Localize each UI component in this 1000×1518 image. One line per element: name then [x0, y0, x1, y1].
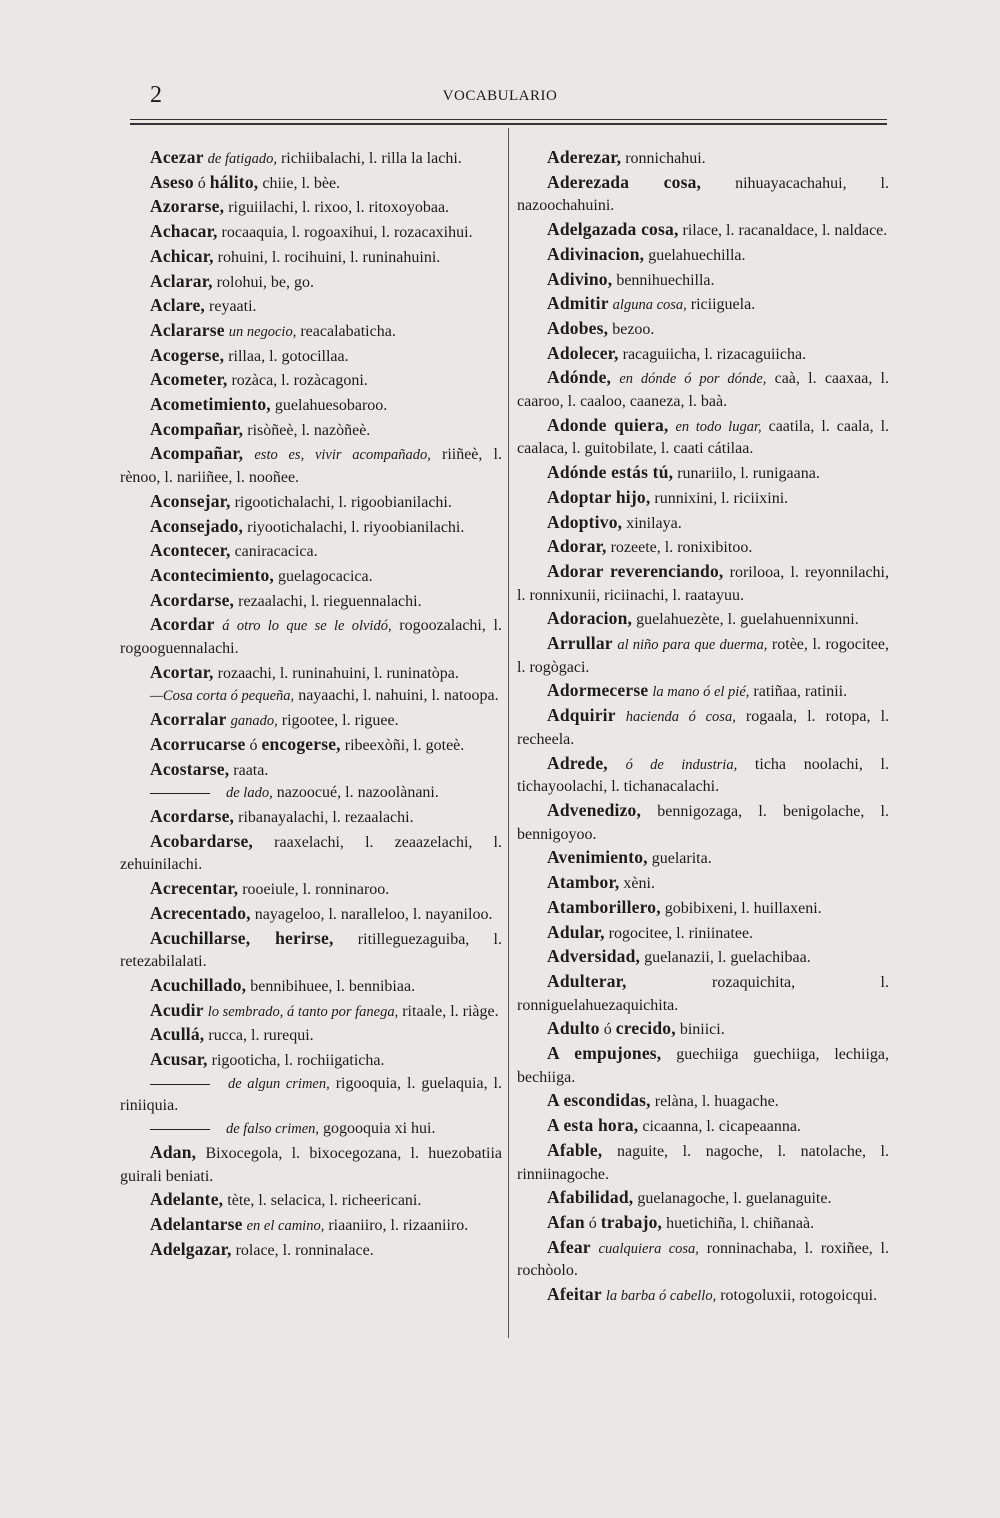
headword: Advenedizo, [547, 799, 642, 820]
translation: gogooquia xi hui. [319, 1120, 436, 1138]
headword: Acometimiento, [150, 394, 271, 415]
headword: crecido, [615, 1018, 676, 1039]
headword: Acompañar, [150, 443, 244, 464]
headword: Acorrucarse [150, 733, 246, 754]
headword: Acordar [150, 614, 215, 635]
dictionary-entry [120, 1141, 502, 1188]
dictionary-entry [517, 679, 889, 704]
translation: caatila, l. caala, l. caalaca, l. guitobilate, l. caati cátilaa. [517, 417, 890, 458]
translation: riiñeè, l. rènoo, l. nariiñee, l. nooñee. [120, 446, 502, 487]
translation: rooeiule, l. ronninaroo. [238, 881, 390, 899]
translation: rillaa, l. gotocillaa. [224, 347, 349, 365]
headword: A escondidas, [547, 1090, 651, 1111]
dictionary-entry [517, 1139, 889, 1186]
dictionary-entry [517, 171, 889, 218]
translation: rozàca, l. rozàcagoni. [227, 372, 368, 390]
translation: reyaati. [205, 298, 257, 316]
headword: Adónde, [547, 367, 612, 388]
translation: runariilo, l. runigaana. [673, 465, 820, 483]
translation: nihuayacachahui, l. nazoochahuini. [517, 174, 889, 215]
translation: ribeexòñi, l. goteè. [340, 736, 465, 754]
translation: cicaanna, l. cicapeaanna. [638, 1118, 801, 1136]
usage-note: en el camino, [246, 1217, 325, 1234]
headword: Acullá, [150, 1024, 205, 1045]
headword: Acontecimiento, [150, 564, 275, 585]
translation: guelahuechilla. [644, 246, 746, 264]
headword: Aconsejar, [150, 490, 231, 511]
translation: rorilooa, l. reyonnilachi, l. ronnixunii, riciinachi, l. raatayuu. [517, 563, 890, 604]
translation: riaaniiro, l. rizaaniiro. [324, 1216, 469, 1234]
dictionary-entry [120, 1213, 502, 1238]
translation: risòñeè, l. nazòñeè. [243, 421, 371, 439]
headword: Atamborillero, [547, 896, 661, 917]
dictionary-entry [120, 1073, 502, 1118]
headword: Acontecer, [150, 540, 231, 561]
usage-note: lo sembrado, á tanto por fanega, [207, 1003, 399, 1020]
dictionary-entry [517, 535, 889, 560]
translation: rogocitee, l. riniinatee. [604, 924, 754, 942]
dictionary-entry [517, 1283, 889, 1308]
dictionary-entry [120, 490, 502, 515]
headword: hálito, [209, 171, 259, 192]
headword: Achacar, [150, 221, 218, 242]
right-column [517, 146, 889, 1308]
headword: Adulto [547, 1018, 600, 1039]
translation: riguiilachi, l. rixoo, l. ritoxoyobaa. [224, 199, 450, 217]
dictionary-entry [120, 442, 502, 489]
headword: Acrecentado, [150, 902, 251, 923]
dictionary-entry [517, 799, 889, 846]
dictionary-entry [120, 294, 502, 319]
headword: Adquirir [547, 705, 616, 726]
dictionary-entry [517, 921, 889, 946]
usage-note: —Cosa corta ó pequeña, [150, 688, 295, 705]
dictionary-entry [120, 393, 502, 418]
headword: Adelante, [150, 1189, 224, 1210]
translation: guelanagoche, l. guelanaguite. [633, 1190, 832, 1208]
translation: rotogoluxii, rotogoicqui. [716, 1287, 878, 1305]
headword: Adolecer, [547, 342, 619, 363]
translation: guechiiga guechiiga, lechiiga, bechiiga. [517, 1046, 889, 1086]
usage-note: ó de industria, [625, 756, 738, 773]
headword: encogerse, [261, 733, 341, 754]
dictionary-entry [120, 685, 502, 708]
headword: Afabilidad, [547, 1187, 634, 1208]
translation: Bixocegola, l. bixocegozana, l. huezobatiia guirali beniati. [120, 1144, 502, 1185]
dictionary-entry [517, 292, 889, 317]
translation: nayageloo, l. naralleloo, l. nayaniloo. [250, 905, 493, 923]
headword: Adversidad, [547, 946, 641, 967]
dictionary-entry [120, 220, 502, 245]
headword: trabajo, [600, 1211, 663, 1232]
translation: ó [584, 1214, 601, 1232]
headword: Acordarse, [150, 589, 235, 610]
translation: nazoocué, l. nazoolànani. [272, 784, 439, 802]
usage-note: la barba ó cabello, [605, 1288, 717, 1305]
headword: Aseso [150, 171, 194, 192]
headword: Afan [547, 1211, 585, 1232]
usage-note: á otro lo que se le olvidó, [222, 618, 392, 635]
headword: A empujones, [547, 1043, 662, 1064]
headword: Aderezada cosa, [547, 171, 702, 192]
dictionary-entry [517, 846, 889, 871]
dictionary-entry [120, 1048, 502, 1073]
translation: rozaquichita, l. ronniguelahuezaquichita. [517, 973, 889, 1014]
translation: ronnichahui. [621, 150, 706, 167]
translation: rucca, l. rurequi. [204, 1027, 314, 1045]
translation: richiibalachi, l. rilla la lachi. [276, 150, 462, 167]
translation: xinilaya. [622, 514, 682, 532]
dictionary-entry [517, 1186, 889, 1211]
translation: rotèe, l. rogocitee, l. rogògaci. [517, 636, 890, 676]
headword: Adoracion, [547, 608, 633, 629]
dictionary-entry [120, 270, 502, 295]
headword: Acogerse, [150, 344, 225, 365]
dictionary-entry [517, 268, 889, 293]
usage-note: un negocio, [228, 323, 297, 340]
translation: relàna, l. huagache. [650, 1093, 779, 1111]
ditto-dash [150, 793, 210, 794]
headword: Adelantarse [150, 1213, 243, 1234]
header-rule-thick [130, 123, 887, 125]
dictionary-entry [120, 515, 502, 540]
translation: ticha noolachi, l. tichayoolachi, l. tichanacalachi. [517, 755, 890, 796]
dictionary-entry [120, 708, 502, 733]
headword: Adelgazar, [150, 1238, 232, 1259]
dictionary-entry [120, 999, 502, 1024]
usage-note: en dónde ó por dónde, [619, 371, 767, 388]
headword: Acuchillarse, herirse, [150, 927, 334, 948]
ditto-dash [150, 1129, 210, 1130]
dictionary-entry [120, 368, 502, 393]
dictionary-entry [120, 733, 502, 758]
headword: Acudir [150, 999, 204, 1020]
dictionary-entry [120, 613, 502, 660]
translation: rogoozalachi, l. rogooguennalachi. [120, 617, 502, 658]
dictionary-entry [120, 758, 502, 783]
usage-note: en todo lugar, [675, 418, 762, 435]
headword: Acometer, [150, 369, 228, 390]
dictionary-entry [120, 974, 502, 999]
translation: guelahuezète, l. guelahuennixunni. [632, 611, 859, 629]
headword: Adormecerse [547, 680, 649, 701]
headword: Adular, [547, 921, 605, 942]
dictionary-entry [517, 1114, 889, 1139]
dictionary-entry [517, 1211, 889, 1236]
translation: gobibixeni, l. huillaxeni. [660, 899, 822, 917]
usage-note: alguna cosa, [612, 297, 687, 314]
translation: ritaale, l. riàge. [398, 1002, 499, 1020]
dictionary-entry [517, 218, 889, 243]
dictionary-entry [120, 344, 502, 369]
translation: rozaachi, l. runinahuini, l. runinatòpa. [213, 664, 459, 682]
dictionary-entry [517, 871, 889, 896]
translation: rigootee, l. riguee. [277, 712, 399, 730]
translation: nayaachi, l. nahuini, l. natoopa. [294, 687, 499, 705]
dictionary-entry [517, 607, 889, 632]
dictionary-entry [120, 589, 502, 614]
translation: rigooticha, l. rochiigaticha. [207, 1052, 385, 1070]
headword: Adrede, [547, 752, 608, 773]
dictionary-entry [120, 539, 502, 564]
translation: ó [599, 1021, 616, 1039]
translation: ó [193, 174, 210, 192]
translation: rilace, l. racanaldace, l. naldace. [678, 222, 888, 240]
headword: Acortar, [150, 661, 214, 682]
headword: Acuchillado, [150, 974, 247, 995]
headword: Acordarse, [150, 805, 235, 826]
dictionary-entry [120, 245, 502, 270]
dictionary-entry [517, 461, 889, 486]
usage-note: esto es, vivir acompañado, [254, 447, 431, 464]
headword: Acezar [150, 147, 204, 167]
headword: Adan, [150, 1141, 197, 1162]
left-column [120, 146, 502, 1262]
usage-note: hacienda ó cosa, [625, 709, 736, 726]
headword: Adelgazada cosa, [547, 219, 679, 240]
translation: rohuini, l. rocihuini, l. runinahuini. [213, 248, 441, 266]
translation: rogaala, l. rotopa, l. recheela. [517, 708, 890, 748]
translation: ribanayalachi, l. rezaalachi. [234, 808, 414, 826]
translation: riciiguela. [686, 296, 756, 314]
headword: Acrecentar, [150, 878, 239, 899]
dictionary-entry [517, 342, 889, 367]
headword: Avenimiento, [547, 847, 648, 868]
dictionary-entry [517, 366, 889, 413]
dictionary-entry [120, 1023, 502, 1048]
translation: rolohui, be, go. [212, 273, 314, 291]
translation: naguite, l. nagoche, l. natolache, l. rinniinagoche. [517, 1142, 889, 1183]
headword: Aconsejado, [150, 515, 244, 536]
dictionary-entry [120, 661, 502, 686]
headword: Adivino, [547, 268, 613, 289]
dictionary-entry [120, 564, 502, 589]
ditto-dash [150, 1084, 210, 1085]
dictionary-entry [517, 632, 889, 679]
usage-note: ganado, [230, 713, 278, 730]
translation: caà, l. caaxaa, l. caaroo, l. caaloo, caaneza, l. baà. [517, 370, 890, 411]
translation: rigooquia, l. guelaquia, l. riniiquia. [120, 1074, 503, 1115]
translation: tète, l. selacica, l. richeericani. [223, 1192, 422, 1210]
dictionary-entry [120, 902, 502, 927]
dictionary-entry [517, 1042, 889, 1089]
headword: Achicar, [150, 245, 214, 266]
usage-note: de falso crimen, [226, 1121, 320, 1138]
headword: Adobes, [547, 317, 609, 338]
headword: Aclararse [150, 319, 225, 340]
dictionary-entry [517, 752, 889, 799]
headword: Adorar, [547, 536, 607, 557]
headword: Afear [547, 1236, 591, 1257]
dictionary-entry [120, 418, 502, 443]
dictionary-entry [120, 171, 502, 196]
translation: bennibihuee, l. bennibiaa. [246, 977, 416, 995]
translation: racaguiicha, l. rizacaguiicha. [618, 345, 807, 363]
headword: Aclare, [150, 295, 206, 316]
translation: reacalabaticha. [296, 322, 396, 340]
dictionary-entry [120, 1188, 502, 1213]
running-head: VOCABULARIO [442, 88, 558, 104]
page-number: 2 [150, 82, 162, 108]
translation: rocaaquia, l. rogoaxihui, l. rozacaxihui. [217, 224, 473, 242]
headword: A esta hora, [547, 1115, 639, 1136]
dictionary-entry [120, 319, 502, 344]
headword: Acompañar, [150, 418, 244, 439]
translation: ritilleguezaguiba, l. retezabilalati. [120, 930, 502, 971]
dictionary-entry [120, 1238, 502, 1263]
headword: Adoptivo, [547, 511, 623, 532]
headword: Acorralar [150, 709, 227, 730]
dictionary-entry [120, 146, 502, 171]
translation: riyootichalachi, l. riyoobianilachi. [243, 518, 465, 536]
translation: huetichiña, l. chiñanaà. [662, 1214, 815, 1232]
dictionary-entry [517, 486, 889, 511]
headword: Azorarse, [150, 196, 225, 217]
translation: raata. [229, 761, 269, 779]
dictionary-entry [120, 805, 502, 830]
dictionary-entry [517, 970, 889, 1017]
translation: guelarita. [647, 850, 712, 868]
headword: Acobardarse, [150, 830, 254, 851]
column-divider [508, 128, 509, 1338]
headword: Adónde estás tú, [547, 462, 674, 483]
dictionary-entry [517, 414, 889, 461]
header-rule [130, 119, 887, 120]
translation: xèni. [619, 875, 655, 893]
headword: Acusar, [150, 1049, 208, 1070]
translation: rezaalachi, l. rieguennalachi. [234, 592, 422, 610]
usage-note: de algun crimen, [227, 1075, 330, 1092]
translation: ratiñaa, ratinii. [749, 683, 848, 701]
translation: bennigozaga, l. benigolache, l. bennigoyoo. [517, 802, 889, 843]
dictionary-entry [517, 560, 889, 607]
dictionary-entry [517, 704, 889, 751]
translation: runnixini, l. riciixini. [650, 489, 789, 507]
usage-note: cualquiera cosa, [598, 1240, 699, 1257]
headword: Aclarar, [150, 270, 213, 291]
dictionary-entry [120, 782, 502, 805]
usage-note: la mano ó el pié, [652, 684, 750, 701]
headword: Afeitar [547, 1284, 602, 1305]
dictionary-entry [517, 896, 889, 921]
headword: Aderezar, [547, 147, 622, 167]
translation: caniracacica. [230, 543, 318, 561]
dictionary-entry [517, 1236, 889, 1283]
translation: guelahuesobaroo. [270, 397, 388, 415]
usage-note: de fatigado, [207, 151, 277, 167]
translation: ó [245, 736, 262, 754]
headword: Afable, [547, 1139, 603, 1160]
translation: chiie, l. bèe. [258, 174, 341, 192]
dictionary-entry [517, 511, 889, 536]
dictionary-entry [517, 1017, 889, 1042]
translation: guelanazii, l. guelachibaa. [640, 949, 811, 967]
headword: Acostarse, [150, 758, 230, 779]
translation: bennihuechilla. [612, 271, 715, 289]
translation: bezoo. [608, 320, 655, 338]
translation: rozeete, l. ronixibitoo. [606, 539, 753, 557]
dictionary-entry [120, 1118, 502, 1141]
dictionary-entry [120, 195, 502, 220]
headword: Atambor, [547, 872, 620, 893]
headword: Arrullar [547, 633, 613, 654]
dictionary-entry [120, 927, 502, 974]
usage-note: de lado, [226, 785, 273, 802]
headword: Adonde quiera, [547, 414, 669, 435]
translation: biniici. [675, 1021, 725, 1039]
translation: ronninachaba, l. roxiñee, l. rochòolo. [517, 1239, 890, 1280]
translation: guelagocacica. [274, 567, 373, 585]
dictionary-entry [120, 877, 502, 902]
headword: Adoptar hijo, [547, 486, 651, 507]
headword: Adivinacion, [547, 243, 645, 264]
headword: Adulterar, [547, 970, 627, 991]
translation: rolace, l. ronninalace. [231, 1241, 374, 1259]
headword: Admitir [547, 293, 609, 314]
translation: rigootichalachi, l. rigoobianilachi. [230, 493, 452, 511]
usage-note: al niño para que duerma, [617, 637, 768, 654]
dictionary-entry [120, 830, 502, 877]
dictionary-entry [517, 1089, 889, 1114]
dictionary-entry [517, 945, 889, 970]
dictionary-entry [517, 317, 889, 342]
dictionary-entry [517, 146, 889, 171]
dictionary-entry [517, 243, 889, 268]
headword: Adorar reverenciando, [547, 560, 724, 581]
translation: raaxelachi, l. zeaazelachi, l. zehuinilachi. [120, 833, 502, 874]
